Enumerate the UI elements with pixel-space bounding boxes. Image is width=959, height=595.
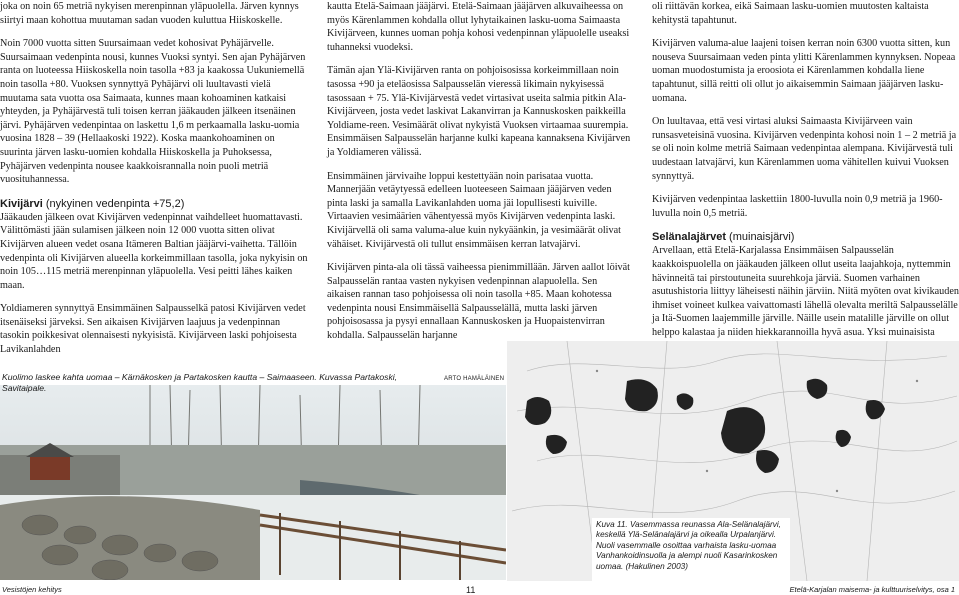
landscape-photo: [0, 385, 506, 580]
paragraph: Kivijärven vedenpintaa laskettiin 1800-luvulla noin 0,9 metriä ja 1960-luvulla noin 0,5 metriä.: [652, 194, 943, 219]
heading-title: Kivijärvi: [0, 197, 43, 210]
text-column-1: [0, 0, 310, 367]
heading-subtitle: (muinaisjärvi): [726, 231, 795, 244]
paragraph: Ensimmäinen järvivaihe loppui kestettyään noin parisataa vuotta. Mannerjään vetäytyessä edelleen luoteeseen Saimaan jääjärven veden pinta laski ja samalla Lavikanlahden uoma jäi lopullisesti kuiville. Virtaavien vesimäärien vähentyessä myös Kivijärven vedenpinta laski. Kivijärvellä oli sama valuma-alue kuin nykyäänkin, ja vesimäärät olivat vähäiset. Kivijärvestä oli tullut ensimmäisen kerran latvajärvi.: [327, 170, 621, 250]
paragraph: Tämän ajan Ylä-Kivijärven ranta on pohjoisosissa korkeimmillaan noin tasossa +90 ja eteläosissa Salpausselän vieressä likimain nykyisessä tasossaan + 75. Ylä-Kivijärvestä vedet virtasivat useita salmia pitkin Ala-Kivijärveen, josta vedet laskivat Lakanvirran ja Kannuskosken paikkeilla Yoldiame-reen. Vesimäärät olivat nykyistä Vuoksen virtaamaa suurempia. Ensimmäisen Salpausselän harjanne kulki kapeana kannaksena Kivijärven ja Yoldiameren välissä.: [327, 65, 631, 158]
paragraph: joka on noin 65 metriä nykyisen merenpinnan yläpuolella. Järven kynnys siirtyi maan kohottua muutaman sadan vuoden kuluttua Hiiskoskelle.: [0, 1, 299, 26]
photo-caption: Kuolimo laskee kahta uomaa – Kärnäkosken ja Partakosken kautta – Saimaaseen. Kuvassa Partakoski, Savitaipale.: [2, 372, 398, 393]
paragraph: oli riittävän korkea, eikä Saimaan lasku-uomien muutosten kaltaista kehitystä tapahtunut.: [652, 1, 929, 26]
photo-illustration: [0, 385, 506, 580]
footer-section-title: Vesistöjen kehitys: [2, 585, 62, 594]
section-heading-selanalajarvet: [652, 230, 959, 244]
heading-title: Selänalajärvet: [652, 231, 726, 244]
photo-credit: ARTO HAMÄLÄINEN: [444, 376, 505, 382]
page-number: 11: [466, 585, 476, 595]
paragraph: Arvellaan, että Etelä-Karjalassa Ensimmäisen Salpausselän kaakkoispuolella on jääkauden jälkeen ollut useita laajahkoja, nyttemmin hävinneitä tai pirstoutuneita suurehkoja järviä. Suomen varhainen asutushistoria liittyy läheisesti näihin järviin. Niitä myöten ovat kivikauden ihmiset voineet kulkea vaivattomasti lähellä olevalta meriltä Salpausselälle ja Itä-Suomen laajemmille järville. Näille usein matalille järville on ollut helppo kalastaa ja niiden hiekkarannoilla hyvä asua. Yksi muinaisista: [652, 245, 959, 338]
section-heading-kivijarvi: [0, 197, 310, 211]
paragraph: Kivijärven valuma-alue laajeni toisen kerran noin 6300 vuotta sitten, kun nouseva Suursaimaan veden pinta ylitti Kärenlammen kynnyksen. Nopeaa uoman muodostumista ja eroosiota ei Kärenlammen kohdalla liene tapahtunut, sillä reitti oli ollut jo aikaisemmin Saimaan jääjärven lasku-uomana.: [652, 38, 956, 104]
paragraph: Yoldiameren synnyttyä Ensimmäinen Salpausselkä patosi Kivijärven vedet itsenäiseksi järveksi. Sen aikaisen Kivijärven laajuus ja vedenpinnan tasokin poikkesivat olennaisesti nykyisistä. Kivijärveen laski pohjoisesta Lavikanlahden: [0, 303, 306, 356]
map-caption: Kuva 11. Vasemmassa reunassa Ala-Selänalajärvi, keskellä Ylä-Selänalajärvi ja oikealla Urpalanjärvi. Nuoli vasemmalle osoittaa varhaista lasku-uomaa Vanhankoidinsuolla ja alempi nuoli Kasarinkosken uomaa. (Hakulinen 2003): [592, 518, 790, 582]
paragraph: kautta Etelä-Saimaan jääjärvi. Etelä-Saimaan jääjärven alkuvaiheessa on myös Kärenlammen kohdalla ollut lyhytaikainen lasku-uoma Saimaasta Kivijärveen, kunnes uoman pohja kohosi vedenpinnan yläpuolelle useaksi tuhanneksi vuodeksi.: [327, 1, 630, 53]
text-column-3: [652, 0, 959, 363]
paragraph: Noin 7000 vuotta sitten Suursaimaan vedet kohosivat Pyhäjärvelle. Suursaimaan vedenpinta nousi, kunnes Vuoksi syntyi. Sen ajan Pyhäjärven ranta on luoteessa Hiiskoskella noin tasolla +83 ja kaakossa Uukuniemellä noin tasolla +80. Vuoksen synnyttyä Pyhäjärvi oli luultavasti vielä muutama sata vuotta osa Saimaata, kunnes maan kohoaminen katkaisi yhteyden, ja Pyhäjärvestä tuli toisen kerran jääkauden jälkeen itsenäinen järvi. Pyhäjärven vedenpintaa on laskettu 1,6 m perkaamalla lasku-uomia vuosina 1828 – 39 (Hellaakoski 1922). Koska maankohoaminen on suurinta järven lasku-uomien kohdalla Hiiskoskella ja Puhoksessa, Pyhäjärven vedenpinta nousee kaakkoisrannalla noin puoli metriä vuosituhannessa.: [0, 38, 306, 186]
paragraph: On luultavaa, että vesi virtasi aluksi Saimaasta Kivijärveen vain runsasveteisinä vuosina. Kivijärven vedenpinta kohosi noin 1 – 2 metriä ja se oli noin kolme metriä Saimaan vedenpintaa alempana. Kivijärvestä tuli uudestaan latvajärvi, kun Kärenlammen uoma vähitellen kuivui Vuoksen synnyttyä.: [652, 116, 957, 182]
footer-publication-title: Etelä-Karjalan maisema- ja kulttuuriselvitys, osa 1: [789, 585, 955, 594]
paragraph: Kivijärven pinta-ala oli tässä vaiheessa pienimmillään. Järven aallot löivät Salpausselän rantaa vasten nykyisen vedenpinnan alapuolella. Sen aikaisen rannan taso pohjoisessa oli noin tasolla +85. Maan kohotessa vedenpinta nousi Ensimmäisellä Salpausselällä, mutta laski järven pohjoisosassa ja pysyi ennallaan Kannuskosken ja Huopaistenvirran kohdalla. Salpausselän harjanne: [327, 262, 630, 342]
heading-subtitle: (nykyinen vedenpinta +75,2): [42, 197, 185, 210]
text-column-2: [327, 0, 633, 353]
paragraph: Jääkauden jälkeen ovat Kivijärven vedenpinnat vaihdelleet huomattavasti. Välittömästi jään sulamisen jälkeen noin 12 000 vuotta sitten olivat Kivijärven alueen vedet osana Itämeren Baltian jääjärvi-vaihetta. Tällöin vedenpinta oli Kivijärven alueella korkeimmillaan tasolla, joka nykyisin on noin 105…115 metriä merenpinnan yläpuolella. Vesi peitti lähes kaiken maan.: [0, 211, 308, 291]
